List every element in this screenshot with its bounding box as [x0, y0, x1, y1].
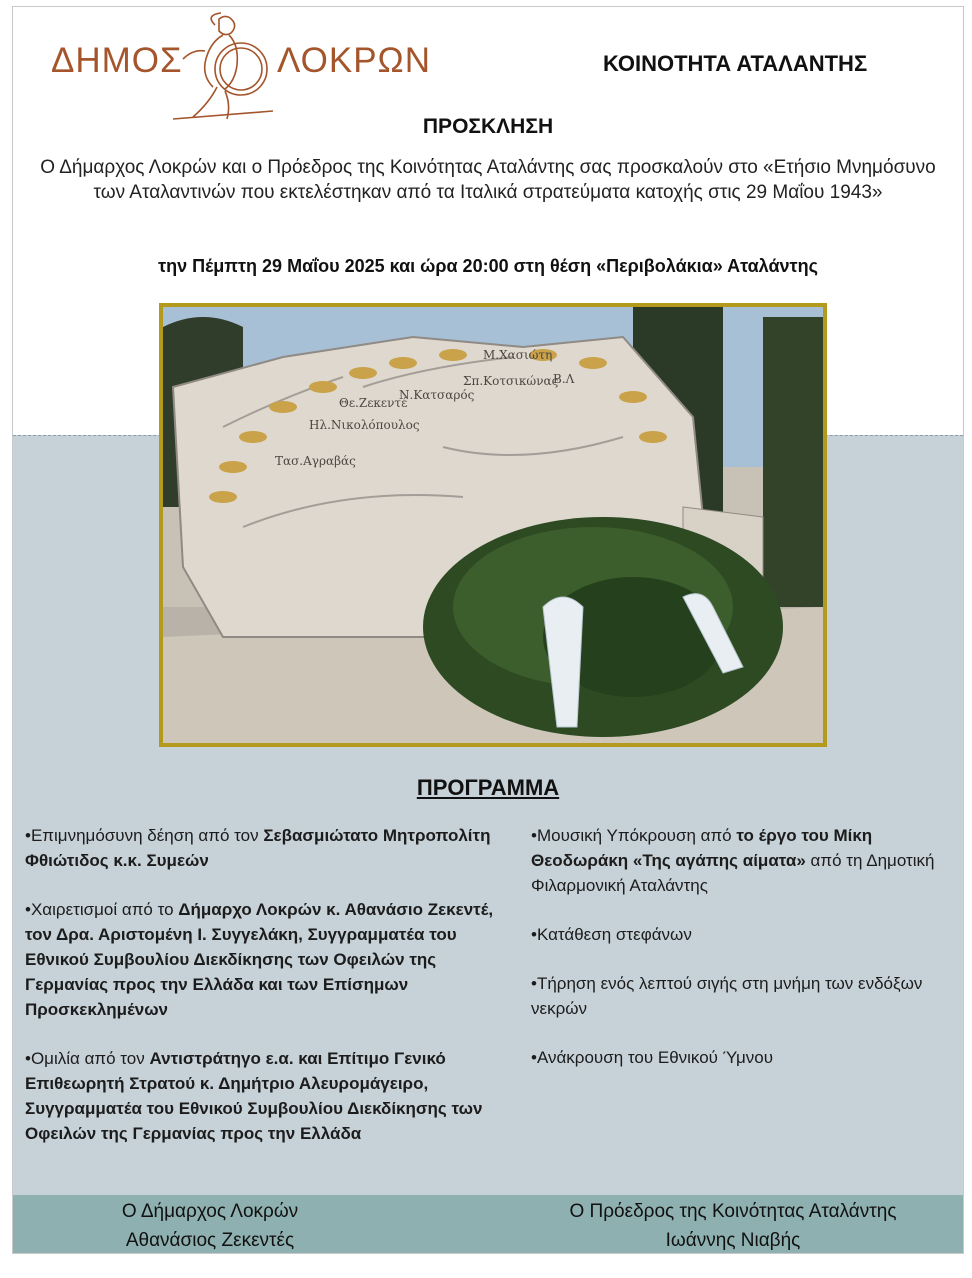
program-item: •Χαιρετισμοί από το Δήμαρχο Λοκρών κ. Αθανάσιο Ζεκεντέ, τον Δρα. Αριστομένη Ι. Συγγελάκη, Συγγραμματέα του Εθνικού Συμβουλίου Διεκδίκησης των Οφειλών της Γερμανίας προς την Ελλάδα και των Επίσημων Προσκεκλημένων	[25, 900, 494, 1019]
inscription-name: Τασ.Αγραβάς	[275, 454, 356, 468]
president-signature	[513, 1197, 953, 1254]
logo-text-right: ΛΟΚΡΩΝ	[277, 41, 431, 80]
program-item: •Τήρηση ενός λεπτού σιγής στη μνήμη των ενδόξων νεκρών	[531, 974, 923, 1018]
inscription-name: Ηλ.Νικολόπουλος	[309, 418, 420, 432]
logo-text-left: ΔΗΜΟΣ	[51, 41, 183, 80]
president-role: Ο Πρόεδρος της Κοινότητας Αταλάντης	[569, 1201, 897, 1222]
program-item: •Επιμνημόσυνη δέηση από τον Σεβασμιώτατο Μητροπολίτη Φθιώτιδος κ.κ. Συμεών	[25, 826, 491, 870]
program-column-left	[25, 823, 515, 1170]
mayor-signature	[75, 1197, 345, 1254]
program-column-right	[531, 823, 951, 1094]
monument-photo	[159, 303, 827, 747]
program-item: •Μουσική Υπόκρουση από το έργο του Μίκη Θεοδωράκη «Της αγάπης αίματα» από τη Δημοτική Φιλαρμονική Αταλάντης	[531, 826, 935, 895]
invitation-page	[12, 6, 964, 1254]
event-datetime: την Πέμπτη 29 Μαΐου 2025 και ώρα 20:00 στη θέση «Περιβολάκια» Αταλάντης	[158, 256, 818, 276]
municipality-logo	[51, 11, 431, 127]
monument-illustration	[163, 307, 823, 743]
invitation-title: ΠΡΟΣΚΛΗΣΗ	[422, 115, 554, 138]
program-item: •Κατάθεση στεφάνων	[531, 925, 692, 944]
program-item: •Ανάκρουση του Εθνικού Ύμνου	[531, 1048, 774, 1067]
warrior-emblem-icon	[169, 11, 279, 127]
invitation-text: Ο Δήμαρχος Λοκρών και ο Πρόεδρος της Κοινότητας Αταλάντης σας προσκαλούν στο «Ετήσιο Μνημόσυνο των Αταλαντινών που εκτελέστηκαν από τα Ιταλικά στρατεύματα κατοχής στις 29 Μαΐου 1943»	[40, 157, 936, 203]
mayor-role: Ο Δήμαρχος Λοκρών	[121, 1201, 299, 1222]
president-name: Ιωάννης Νιαβής	[665, 1230, 801, 1251]
inscription-name: Θε.Ζεκεντέ	[339, 396, 408, 410]
inscription-name: Σπ.Κοτσικώνας	[463, 374, 559, 388]
mayor-name: Αθανάσιος Ζεκεντές	[125, 1230, 295, 1251]
inscription-name: Ν.Κατσαρός	[399, 388, 475, 402]
community-name: ΚΟΙΝΟΤΗΤΑ ΑΤΑΛΑΝΤΗΣ	[603, 51, 868, 76]
program-item: •Ομιλία από τον Αντιστράτηγο ε.α. και Επίτιμο Γενικό Επιθεωρητή Στρατού κ. Δημήτριο Αλευρομάγειρο, Συγγραμματέα του Εθνικού Συμβουλίου Διεκδίκησης των Οφειλών της Γερμανίας προς την Ελλάδα	[25, 1049, 483, 1143]
inscription-name: Β.Λ	[553, 372, 575, 386]
inscription-name: Μ.Χασιώτη	[483, 348, 553, 362]
program-title: ΠΡΟΓΡΑΜΜΑ	[416, 775, 560, 800]
